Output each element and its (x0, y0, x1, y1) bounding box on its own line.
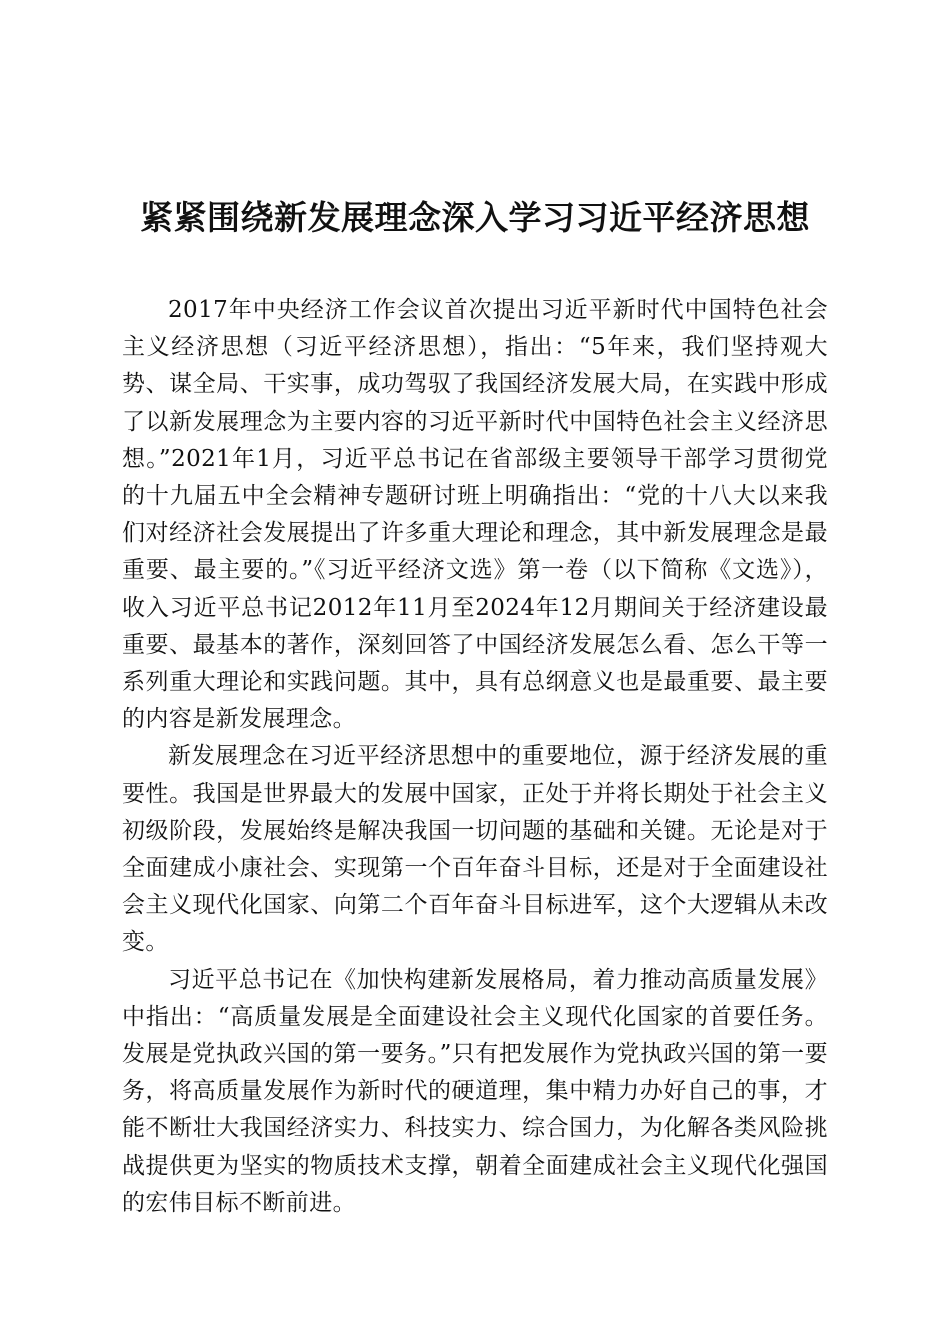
paragraph-1: 2017年中央经济工作会议首次提出习近平新时代中国特色社会主义经济思想（习近平经济思想），指出：“5年来，我们坚持观大势、谋全局、干实事，成功驾驭了我国经济发展大局，在实践中形成了以新发展理念为主要内容的习近平新时代中国特色社会主义经济思想。”2021年1月，习近平总书记在省部级主要领导干部学习贯彻党的十九届五中全会精神专题研讨班上明确指出：“党的十八大以来我们对经济社会发展提出了许多重大理论和理念，其中新发展理念是最重要、最主要的。”《习近平经济文选》第一卷（以下简称《文选》），收入习近平总书记2012年11月至2024年12月期间关于经济建设最重要、最基本的著作，深刻回答了中国经济发展怎么看、怎么干等一系列重大理论和实践问题。其中，具有总纲意义也是最重要、最主要的内容是新发展理念。 (122, 297, 828, 733)
document-body (122, 292, 828, 1222)
paragraph-3: 习近平总书记在《加快构建新发展格局，着力推动高质量发展》中指出：“高质量发展是全面建设社会主义现代化国家的首要任务。发展是党执政兴国的第一要务。”只有把发展作为党执政兴国的第一要务，将高质量发展作为新时代的硬道理，集中精力办好自己的事，才能不断壮大我国经济实力、科技实力、综合国力，为化解各类风险挑战提供更为坚实的物质技术支撑，朝着全面建成社会主义现代化强国的宏伟目标不断前进。 (122, 966, 828, 1216)
paragraph-2: 新发展理念在习近平经济思想中的重要地位，源于经济发展的重要性。我国是世界最大的发展中国家，正处于并将长期处于社会主义初级阶段，发展始终是解决我国一切问题的基础和关键。无论是对于全面建成小康社会、实现第一个百年奋斗目标，还是对于全面建设社会主义现代化国家、向第二个百年奋斗目标进军，这个大逻辑从未改变。 (122, 743, 828, 956)
document-title: 紧紧围绕新发展理念深入学习习近平经济思想 (140, 198, 810, 237)
